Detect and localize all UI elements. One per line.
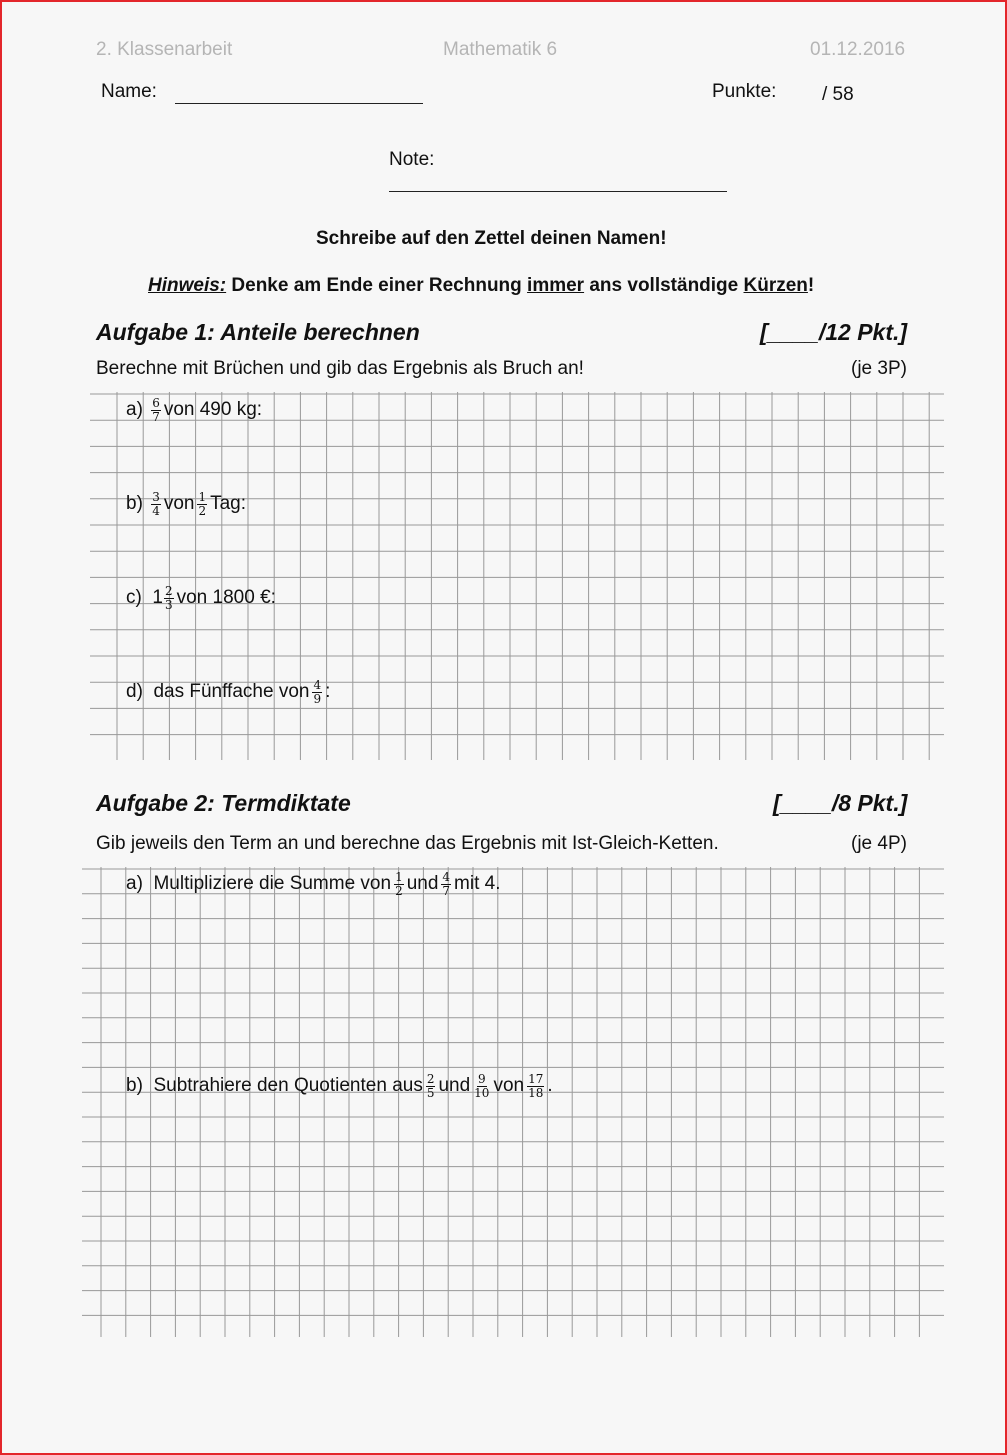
fraction: $\frac{6}{7}$ — [152, 395, 160, 424]
item-text: mit 4. — [454, 873, 501, 894]
task2-points-each: (je 4P) — [851, 833, 907, 854]
hint-line — [148, 275, 814, 297]
item-text: . — [547, 1075, 553, 1096]
task1-item-c — [126, 580, 276, 616]
fraction: $\frac{4}{7}$ — [442, 869, 451, 898]
item-letter: a) — [126, 873, 143, 894]
fraction: $\frac{1}{2}$ — [198, 489, 207, 518]
task2-item-a — [126, 866, 501, 902]
item-text: von 1800 €: — [176, 587, 276, 608]
item-letter: b) — [126, 493, 143, 514]
item-text: von 490 kg: — [163, 399, 263, 420]
task1-points: [____/12 Pkt.] — [760, 319, 908, 345]
date-label: 01.12.2016 — [810, 39, 906, 60]
item-letter: d) — [126, 681, 143, 702]
item-text: und — [438, 1075, 471, 1096]
item-text: : — [325, 681, 331, 702]
item-text: Subtrahiere den Quotienten aus — [153, 1075, 423, 1096]
task1-title: Aufgabe 1: Anteile berechnen — [96, 319, 420, 345]
task1-points-each: (je 3P) — [851, 358, 907, 379]
fraction: $\frac{3}{4}$ — [152, 489, 160, 518]
task1-item-a — [126, 392, 262, 428]
item-text: das Fünffache von — [153, 681, 310, 702]
fraction: $\frac{2}{5}$ — [426, 1071, 435, 1100]
task1-instruction: Berechne mit Brüchen und gib das Ergebnis als Bruch an! — [96, 358, 584, 379]
hint-text-2: ans vollständige — [589, 275, 739, 296]
item-text: Tag: — [210, 493, 247, 514]
item-text: von — [163, 493, 195, 514]
hint-text-3: ! — [807, 275, 815, 296]
item-letter: c) — [126, 587, 142, 608]
task2-instruction: Gib jeweils den Term an und berechne das Ergebnis mit Ist-Gleich-Ketten. — [96, 833, 719, 854]
points-total: / 58 — [822, 84, 854, 105]
item-text: von — [493, 1075, 525, 1096]
hint-emphasis-2: Kürzen — [743, 275, 808, 296]
grade-label: Note: — [389, 149, 435, 170]
fraction: $\frac{2}{3}$ — [164, 583, 173, 612]
mixed-whole: 1 — [152, 587, 163, 608]
fraction: $\frac{1}{2}$ — [395, 869, 403, 898]
grade-field-line[interactable] — [389, 191, 727, 192]
task2-item-b — [126, 1068, 553, 1104]
fraction: $\frac{9}{10}$ — [474, 1071, 490, 1100]
name-label: Name: — [101, 81, 157, 102]
name-field-line[interactable] — [175, 103, 423, 104]
subject-label: Mathematik 6 — [443, 39, 558, 60]
task1-item-d — [126, 674, 330, 710]
item-letter: b) — [126, 1075, 143, 1096]
task2-title: Aufgabe 2: Termdiktate — [96, 790, 351, 816]
points-label: Punkte: — [712, 81, 777, 102]
hint-text-1: Denke am Ende einer Rechnung — [231, 275, 522, 296]
task2-points: [____/8 Pkt.] — [773, 790, 908, 816]
task1-item-b — [126, 486, 246, 522]
item-text: und — [406, 873, 439, 894]
fraction: $\frac{17}{18}$ — [528, 1071, 544, 1100]
item-text: Multipliziere die Summe von — [153, 873, 392, 894]
fraction: $\frac{4}{9}$ — [313, 677, 322, 706]
exam-label: 2. Klassenarbeit — [96, 39, 233, 60]
name-instruction: Schreibe auf den Zettel deinen Namen! — [316, 228, 667, 249]
hint-label: Hinweis: — [148, 275, 227, 296]
hint-emphasis-1: immer — [527, 275, 585, 296]
item-letter: a) — [126, 399, 143, 420]
